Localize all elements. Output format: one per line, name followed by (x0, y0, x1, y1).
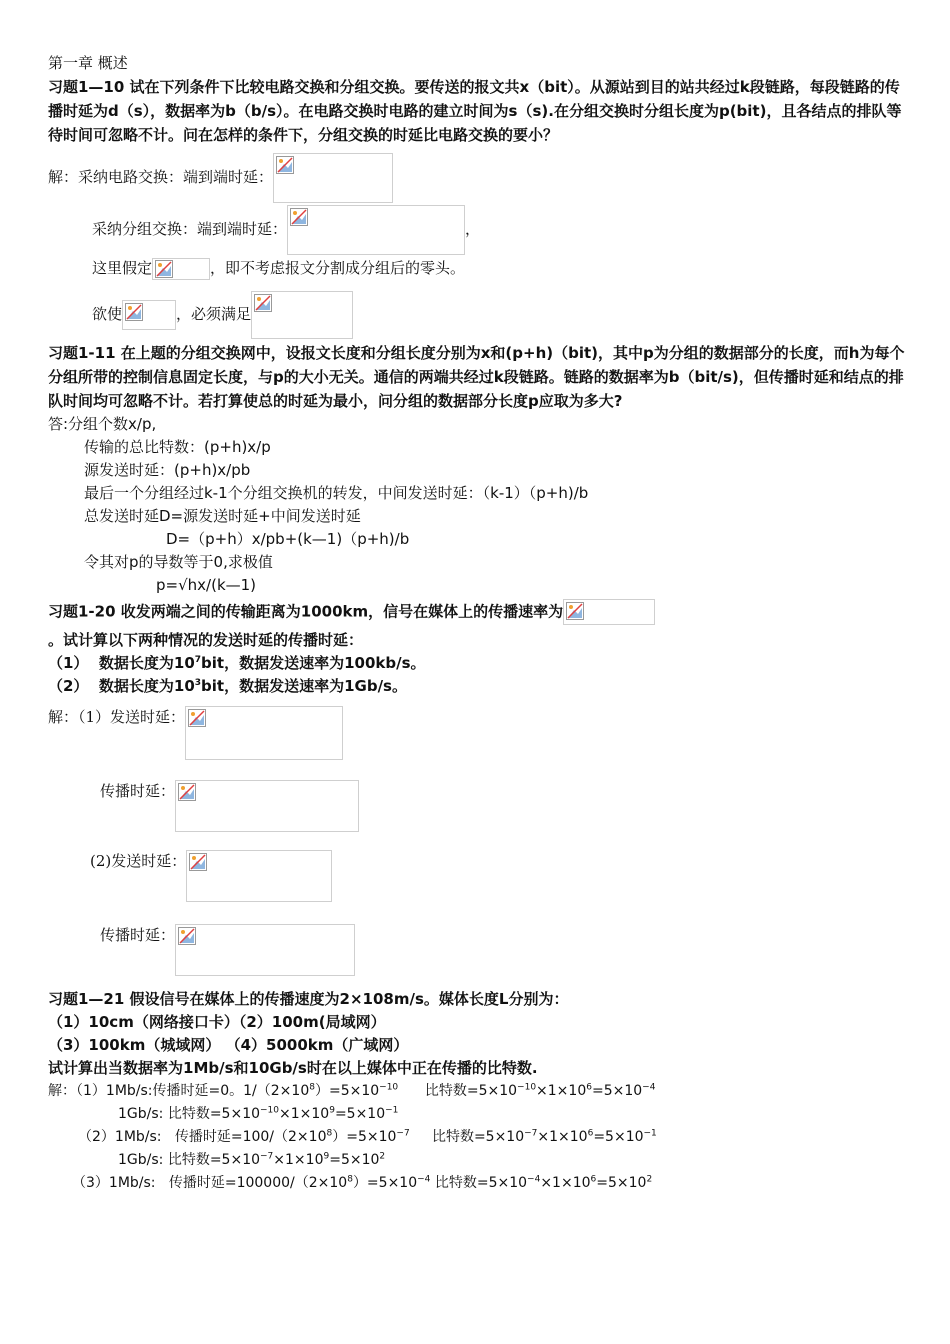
broken-image-icon (276, 156, 294, 174)
ex-1-20-sol4-text: 传播时延： (100, 926, 176, 944)
ex-1-21-sol1-a: 解：（1）1Mb/s:传播时延=0。1/（2×10 (48, 1083, 310, 1099)
ex-1-21-sol5-e2: −4 (417, 1174, 431, 1185)
ex-1-21-sol4-b: ×1×10 (273, 1152, 324, 1168)
ex-1-20-case2-b: bit，数据发送速率为1Gb/s。 (201, 677, 407, 695)
ex-1-10-line4 (48, 291, 908, 339)
ex-1-21-sol2-e2: 9 (329, 1105, 335, 1116)
ex-1-21-sol3-e1: 8 (326, 1128, 333, 1139)
broken-image-icon (290, 208, 308, 226)
ex-1-21-sol4-e1: −7 (260, 1151, 274, 1162)
ex-1-21-items1: （1）10cm（网络接口卡）（2）100m(局域网） (48, 1013, 386, 1031)
broken-image-icon (178, 783, 196, 801)
ex-1-21-sol1-e4: 6 (586, 1082, 592, 1093)
document-page (48, 52, 908, 1195)
ex-1-21-sol5-c: 比特数=5×10 (430, 1175, 528, 1191)
formula-image (273, 153, 393, 203)
ex-1-20-case2-a: 数据长度为10 (98, 677, 195, 695)
ex-1-10-line2 (48, 205, 908, 255)
ex-1-21-sol5-b: ）=5×10 (352, 1175, 418, 1191)
ex-1-11-question (48, 341, 908, 413)
ex-1-10-line1-text: 解：采纳电路交换：端到端时延： (48, 168, 274, 186)
ex-1-21-sol1-c: 比特数=5×10 (398, 1083, 518, 1099)
broken-image-icon (155, 260, 173, 278)
ex-1-10-question: 习题1—10 试在下列条件下比较电路交换和分组交换。要传送的报文共x（bit）。从源站到目的站共经过k段链路，每段链路的传播时延为d（s），数据率为b（b/s）。在电路交换时电路的建立时间为s（s).在分组交换时分组长度为p(bit)，且各结点的排队等待时间可忽略不计。问在怎样的条件下，分组交换的时延比电路交换的要小？ (48, 78, 902, 144)
ex-1-11-answer-2: 源发送时延：(p+h)x/pb (84, 461, 251, 479)
ex-1-11-question-text: 习题1-11 在上题的分组交换网中，设报文长度和分组长度分别为x和(p+h)（bit)，其中p为分组的数据部分的长度，而h为每个分组所带的控制信息固定长度，与p的大小无关。通信的两端共经过k段链路。链路的数据率为b（bit/s)，但传播时延和结点的排队时间均可忽略不计。若打算使总的时延为最小，问分组的数据部分长度p应取为多大? (48, 344, 905, 410)
ex-1-21-sol2-c: =5×10 (334, 1106, 386, 1122)
ex-1-21-items2: （3）100km（城域网） （4）5000km（广域网） (48, 1036, 409, 1054)
ex-1-11-answer-1: 传输的总比特数：(p+h)x/p (84, 438, 271, 456)
ex-1-21-sol3-d: ×1×10 (537, 1129, 588, 1145)
ex-1-21-sol5-e3: −4 (527, 1174, 541, 1185)
ex-1-10-line2-end: ， (465, 220, 481, 238)
ex-1-21-sol2-a: 1Gb/s: 比特数=5×10 (118, 1106, 261, 1122)
ex-1-11-answer-4: 总发送时延D=源发送时延+中间发送时延 (84, 507, 361, 525)
ex-1-10-line4-a: 欲使 (92, 305, 123, 323)
ex-1-10-line3-b: ，即不考虑报文分割成分组后的零头。 (210, 259, 466, 277)
ex-1-21-sol2-b: ×1×10 (279, 1106, 330, 1122)
ex-1-20-sol2 (48, 780, 908, 836)
ex-1-20-question-b: 。试计算以下两种情况的发送时延的传播时延： (48, 631, 364, 649)
broken-image-icon (188, 709, 206, 727)
ex-1-10-line1 (48, 153, 908, 203)
ex-1-21-sol5-d: ×1×10 (540, 1175, 591, 1191)
ex-1-10-line3 (48, 257, 908, 283)
ex-1-11-answer-3: 最后一个分组经过k-1个分组交换机的转发，中间发送时延：（k-1）（p+h)/b (84, 484, 589, 502)
chapter-title: 第一章 概述 (48, 54, 128, 72)
formula-image (175, 780, 359, 832)
ex-1-21-sol1-d: ×1×10 (536, 1083, 587, 1099)
ex-1-10-line3-a: 这里假定 (92, 259, 153, 277)
ex-1-20-case1 (48, 652, 908, 675)
ex-1-21-sol4-c: =5×10 (329, 1152, 380, 1168)
broken-image-icon (254, 294, 272, 312)
ex-1-21-title: 习题1—21 假设信号在媒体上的传播速度为2×108m/s。媒体长度L分别为： (48, 990, 569, 1008)
ex-1-21-sol1-e1: 8 (309, 1082, 315, 1093)
formula-image (122, 300, 176, 330)
ex-1-21-sol3-e5: −1 (643, 1128, 657, 1139)
ex-1-21-sol3-f: =5×10 (593, 1129, 644, 1145)
ex-1-20-sol3 (48, 850, 908, 906)
ex-1-20-case1-b: bit，数据发送速率为100kb/s。 (201, 654, 426, 672)
ex-1-11-answer-7: p=√hx/(k—1) (156, 576, 257, 594)
ex-1-21-sol3 (48, 1126, 908, 1149)
ex-1-21-sol4 (48, 1149, 908, 1172)
ex-1-21-sol3-a: （2）1Mb/s: 传播时延=100/（2×10 (78, 1129, 327, 1145)
ex-1-20-case2 (48, 675, 908, 698)
ex-1-21-ask: 试计算出当数据率为1Mb/s和10Gb/s时在以上媒体中正在传播的比特数. (48, 1059, 538, 1077)
ex-1-11-answer-6: 令其对p的导数等于0,求极值 (84, 553, 273, 571)
broken-image-icon (566, 602, 584, 620)
ex-1-11-answer-5: D=（p+h）x/pb+(k—1)（p+h)/b (166, 530, 410, 548)
formula-image (175, 924, 355, 976)
ex-1-21-sol2-e1: −10 (260, 1105, 280, 1116)
ex-1-21-sol5 (48, 1172, 908, 1195)
ex-1-21-sol4-e3: 2 (379, 1151, 386, 1162)
ex-1-10-line2-text: 采纳分组交换：端到端时延： (92, 220, 288, 238)
broken-image-icon (178, 927, 196, 945)
ex-1-21-sol1-e3: −10 (517, 1082, 537, 1093)
ex-1-10-line4-b: ，必须满足 (176, 305, 252, 323)
formula-image (251, 291, 353, 339)
broken-image-icon (125, 303, 143, 321)
ex-1-21-sol1-b: ）=5×10 (314, 1083, 380, 1099)
ex-1-21-sol3-e3: −7 (524, 1128, 538, 1139)
formula-image (563, 599, 655, 625)
formula-image (287, 205, 465, 255)
ex-1-21-sol3-e4: 6 (587, 1128, 594, 1139)
ex-1-20-sol1-text: 解：（1）发送时延： (48, 708, 186, 726)
ex-1-21-sol3-c: 比特数=5×10 (409, 1129, 525, 1145)
formula-image (185, 706, 343, 760)
ex-1-21-sol2 (48, 1103, 908, 1126)
formula-image (186, 850, 332, 902)
ex-1-20-sol1 (48, 706, 908, 766)
ex-1-21-sol1-e2: −10 (379, 1082, 399, 1093)
ex-1-21-sol3-e2: −7 (396, 1128, 410, 1139)
ex-1-11-answer-0: 答:分组个数x/p, (48, 415, 157, 433)
ex-1-20-question (48, 599, 908, 629)
ex-1-21-sol1 (48, 1080, 908, 1103)
ex-1-21-sol5-e5: 2 (646, 1174, 653, 1185)
ex-1-20-question-a: 习题1-20 收发两端之间的传输距离为1000km，信号在媒体上的传播速率为 (48, 602, 564, 621)
broken-image-icon (189, 853, 207, 871)
ex-1-20-case2-exp: 3 (194, 678, 202, 688)
ex-1-20-sol3-text: (2)发送时延： (90, 852, 187, 870)
ex-1-21-sol5-e4: 6 (590, 1174, 597, 1185)
ex-1-21-sol3-b: ）=5×10 (332, 1129, 397, 1145)
ex-1-20-sol4 (48, 924, 908, 980)
ex-1-21-sol5-f: =5×10 (596, 1175, 647, 1191)
ex-1-21-sol5-a: （3）1Mb/s: 传播时延=100000/（2×10 (72, 1175, 348, 1191)
ex-1-21-sol2-e3: −1 (385, 1105, 399, 1116)
ex-1-21-sol5-e1: 8 (347, 1174, 353, 1185)
ex-1-20-case1-exp: 7 (194, 655, 202, 665)
ex-1-20-case1-a: 数据长度为10 (98, 654, 195, 672)
ex-1-21-sol4-e2: 9 (323, 1151, 330, 1162)
formula-image (152, 258, 210, 280)
ex-1-21-sol4-a: 1Gb/s: 比特数=5×10 (118, 1152, 261, 1168)
ex-1-21-sol1-f: =5×10 (591, 1083, 643, 1099)
ex-1-21-sol1-e5: −4 (642, 1082, 656, 1093)
ex-1-20-sol2-text: 传播时延： (100, 782, 176, 800)
ex-1-20-case2-num: （2） (48, 677, 89, 695)
ex-1-20-case1-num: （1） (48, 654, 89, 672)
